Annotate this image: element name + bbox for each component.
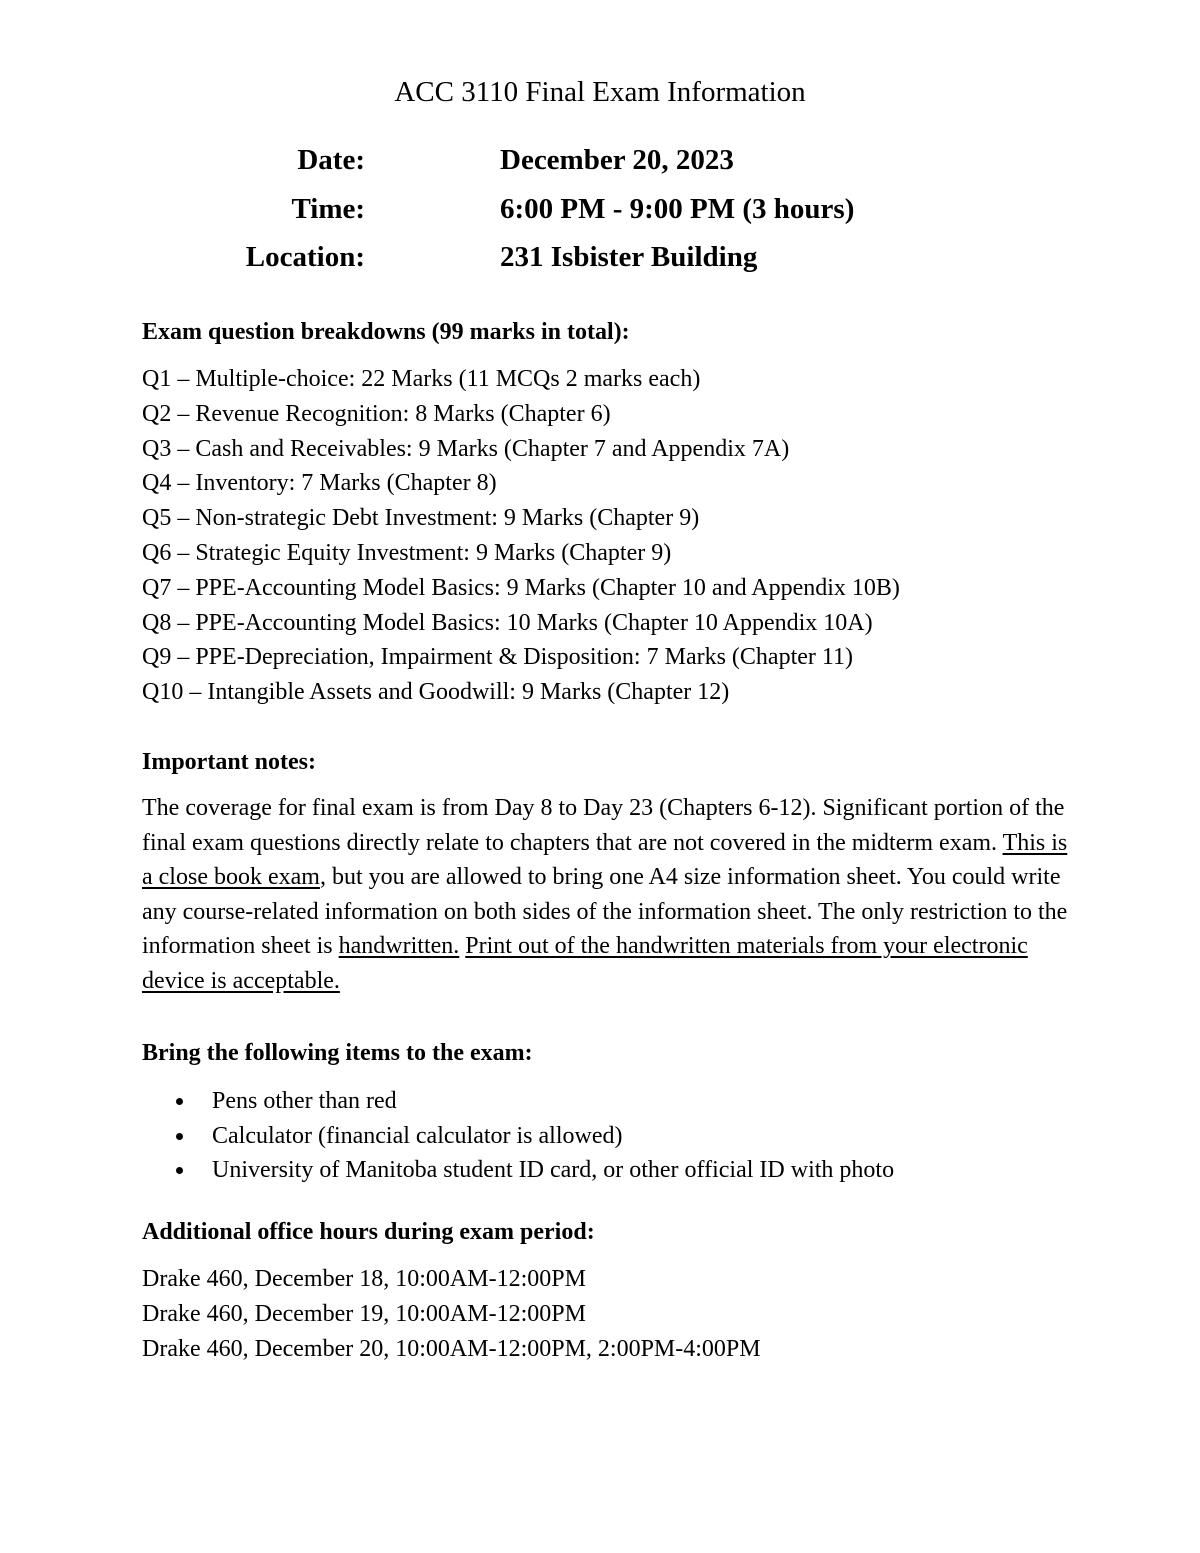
bring-heading: Bring the following items to the exam: xyxy=(142,1040,533,1066)
office-hours-list xyxy=(142,1262,761,1367)
office-hours-heading: Additional office hours during exam period: xyxy=(142,1219,595,1245)
bring-item xyxy=(142,1119,894,1154)
office-hours-entry: Drake 460, December 18, 10:00AM-12:00PM xyxy=(142,1266,586,1292)
date-value: December 20, 2023 xyxy=(500,144,734,176)
date-row xyxy=(0,140,1200,180)
handwritten-note: handwritten. xyxy=(338,933,460,960)
question-item: Q3 – Cash and Receivables: 9 Marks (Chapter 7 and Appendix 7A) xyxy=(142,435,790,462)
question-item: Q6 – Strategic Equity Investment: 9 Marks (Chapter 9) xyxy=(142,539,672,566)
question-item: Q1 – Multiple-choice: 22 Marks (11 MCQs 2 marks each) xyxy=(142,366,701,392)
time-label: Time: xyxy=(291,193,365,225)
notes-text: The coverage for final exam is from Day 8 to Day 23 (Chapters 6-12). Significant portion of the final exam questions directly relate to chapters that are not covered in the midterm exam. xyxy=(142,795,1065,856)
bring-item-label: University of Manitoba student ID card, or other official ID with photo xyxy=(212,1157,895,1183)
breakdown-heading: Exam question breakdowns (99 marks in total): xyxy=(142,319,630,345)
location-value: 231 Isbister Building xyxy=(500,241,758,273)
time-row xyxy=(0,189,1200,229)
notes-text: , but you are allowed to bring one A4 size information sheet. You could write any course-related information on both sides of the information sheet. The only restriction to the information sheet is xyxy=(142,864,1068,960)
office-hours-entry: Drake 460, December 19, 10:00AM-12:00PM xyxy=(142,1301,586,1327)
question-list xyxy=(142,362,900,710)
bring-list xyxy=(142,1084,894,1188)
bring-item xyxy=(142,1084,894,1119)
location-label: Location: xyxy=(245,241,365,273)
bullet-icon xyxy=(176,1167,183,1174)
location-row xyxy=(0,237,1200,277)
date-label: Date: xyxy=(297,144,365,176)
question-item: Q4 – Inventory: 7 Marks (Chapter 8) xyxy=(142,470,497,497)
question-item: Q9 – PPE-Depreciation, Impairment & Disposition: 7 Marks (Chapter 11) xyxy=(142,644,853,671)
question-item: Q8 – PPE-Accounting Model Basics: 10 Marks (Chapter 10 Appendix 10A) xyxy=(142,609,873,636)
notes-heading: Important notes: xyxy=(142,749,316,775)
question-item: Q2 – Revenue Recognition: 8 Marks (Chapter 6) xyxy=(142,400,611,427)
bring-item xyxy=(142,1153,894,1188)
bullet-icon xyxy=(176,1133,183,1140)
question-item: Q7 – PPE-Accounting Model Basics: 9 Marks (Chapter 10 and Appendix 10B) xyxy=(142,574,900,601)
bullet-icon xyxy=(176,1098,183,1105)
office-hours-entry: Drake 460, December 20, 10:00AM-12:00PM, 2:00PM-4:00PM xyxy=(142,1336,761,1362)
bring-item-label: Pens other than red xyxy=(212,1088,397,1114)
bring-item-label: Calculator (financial calculator is allowed) xyxy=(212,1122,623,1149)
page-title: ACC 3110 Final Exam Information xyxy=(394,76,806,108)
question-item: Q5 – Non-strategic Debt Investment: 9 Marks (Chapter 9) xyxy=(142,505,700,532)
question-item: Q10 – Intangible Assets and Goodwill: 9 Marks (Chapter 12) xyxy=(142,679,730,706)
close-book-note: This is a close book exam xyxy=(142,829,1068,891)
time-value: 6:00 PM - 9:00 PM (3 hours) xyxy=(500,193,855,225)
printout-note: Print out of the handwritten materials from your electronic device is acceptable. xyxy=(142,933,1028,994)
notes-paragraph xyxy=(142,791,1072,999)
